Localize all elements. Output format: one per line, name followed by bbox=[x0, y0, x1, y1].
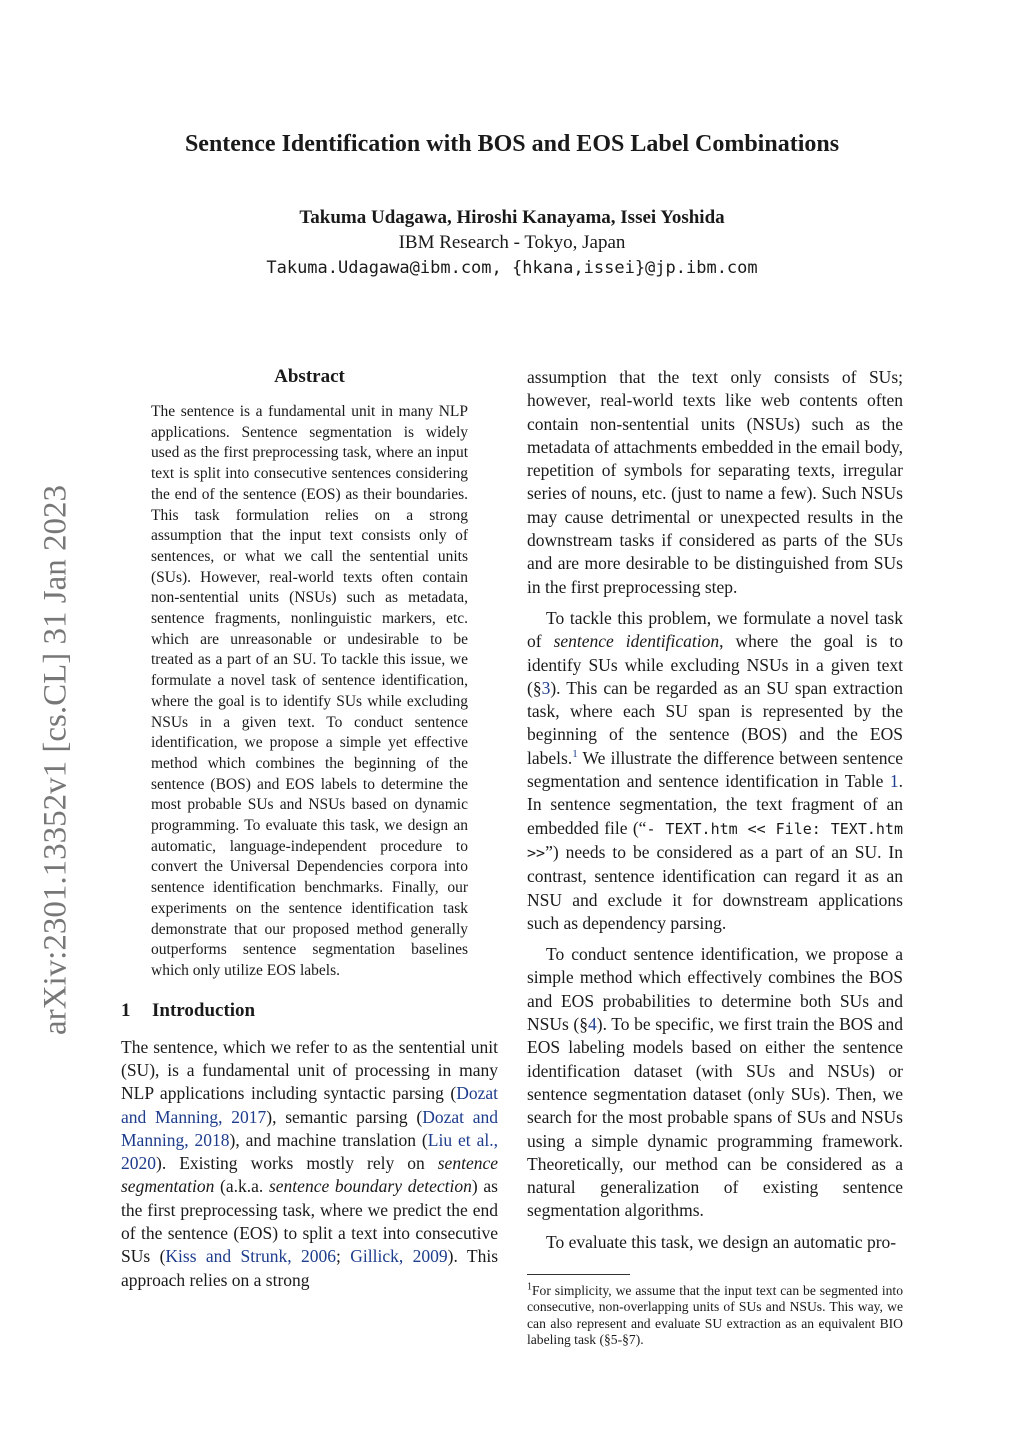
right-paragraph-3 bbox=[527, 943, 903, 1223]
text-run: ), semantic parsing ( bbox=[266, 1106, 423, 1127]
emphasis: sentence boundary detection bbox=[268, 1176, 472, 1197]
text-run: , where the goal is to identify SUs while excluding NSUs in a given text (§ bbox=[527, 631, 904, 698]
section-number: 1 bbox=[121, 999, 131, 1021]
footnote-1 bbox=[527, 1283, 903, 1349]
table-ref-link[interactable]: 1 bbox=[889, 771, 899, 792]
text-run: ). This can be regarded as an SU span extraction task, where each SU span is represented by the beginning of the sentence (BOS) and the EOS labels. bbox=[527, 677, 903, 768]
intro-paragraph-1 bbox=[121, 1036, 498, 1292]
footnote-text: For simplicity, we assume that the input text can be segmented into consecutive, non-overlapping units of SUs and NSUs. This way, we can also represent and evaluate SU extraction as an equivalent BIO labeling task (§5-§7). bbox=[527, 1282, 903, 1348]
arxiv-sidebar bbox=[36, 460, 76, 1060]
right-column bbox=[527, 366, 903, 1349]
text-run: . In sentence segmentation, the text fragment of an embedded file (“ bbox=[527, 771, 903, 838]
text-run: ). To be specific, we first train the BOS and EOS labeling models based on either the sentence identification dataset (with SUs and NSUs) or sentence segmentation dataset (only SUs). Then, we search for the most probable spans of SUs and NSUs using a simple dynamic programming framework. Theoretically, our method can be considered as a natural generalization of existing sentence segmentation algorithms. bbox=[527, 1014, 904, 1221]
arxiv-identifier: arXiv:2301.13352v1 [cs.CL] 31 Jan 2023 bbox=[37, 485, 74, 1035]
section-ref-link[interactable]: 3 bbox=[541, 677, 551, 698]
text-run: The sentence, which we refer to as the sentential unit (SU), is a fundamental unit of processing in many NLP applications including syntactic parsing ( bbox=[121, 1036, 498, 1104]
section-ref-link[interactable]: 4 bbox=[588, 1014, 597, 1035]
text-run: ). This approach relies on a strong bbox=[121, 1246, 499, 1290]
citation-link[interactable]: Gillick, 2009 bbox=[350, 1246, 448, 1267]
emphasis: sentence identification bbox=[553, 631, 720, 652]
abstract-heading: Abstract bbox=[274, 366, 345, 387]
emphasis: sentence segmentation bbox=[121, 1153, 498, 1197]
text-run: ; bbox=[336, 1246, 351, 1267]
footnote-divider bbox=[527, 1274, 630, 1275]
author-emails: Takuma.Udagawa@ibm.com, {hkana,issei}@jp.ibm.com bbox=[266, 258, 758, 278]
citation-link[interactable]: Dozat and Manning, 2017 bbox=[121, 1083, 498, 1127]
right-paragraph-1: assumption that the text only consists of SUs; however, real-world texts like web contents often contain non-sentential units (NSUs) such as the metadata of attachments embedded in the email body, repetition of symbols for separating texts, irregular series of nouns, etc. (just to name a few). Such NSUs may cause detrimental or unexpected results in the downstream tasks if considered as parts of the SUs and are more desirable to be distinguished from SUs in the first preprocessing step. bbox=[527, 367, 903, 597]
text-run: (a.k.a. bbox=[214, 1176, 269, 1197]
left-column bbox=[121, 366, 498, 1292]
footnote-mark: 1 bbox=[527, 1281, 532, 1293]
citation-link[interactable]: Kiss and Strunk, 2006 bbox=[165, 1246, 336, 1267]
author-list: Takuma Udagawa, Hiroshi Kanayama, Issei Yoshida bbox=[299, 207, 725, 228]
right-paragraph-4: To evaluate this task, we design an automatic pro- bbox=[546, 1231, 897, 1252]
footnote-ref-link[interactable]: 1 bbox=[572, 747, 578, 760]
abstract-text: The sentence is a fundamental unit in many NLP applications. Sentence segmentation is widely used as the first preprocessing task, where an input text is split into consecutive sentences considering the end of the sentence (EOS) as their boundaries. This task formulation relies on a strong assumption that the input text consists only of sentences, or what we call the sentential units (SUs). However, real-world texts often contain non-sentential units (NSUs) such as metadata, sentence fragments, nonlinguistic markers, etc. which are unreasonable or undesirable to be treated as a part of an SU. To tackle this issue, we formulate a novel task of sentence identification, where the goal is to identify SUs while excluding NSUs in a given text. To conduct sentence identification, we propose a simple yet effective method which combines the beginning of the sentence (BOS) and EOS labels to determine the most probable SUs and NSUs based on dynamic programming. To evaluate this task, we design an automatic, language-independent procedure to convert the Universal Dependencies corpora into sentence identification benchmarks. Finally, our experiments on the sentence identification task demonstrate that our proposed method generally outperforms sentence segmentation baselines which only utilize EOS labels. bbox=[151, 403, 468, 979]
text-run: ). Existing works mostly rely on bbox=[156, 1153, 438, 1174]
code-fragment: - TEXT.htm << File: TEXT.htm >> bbox=[527, 819, 903, 862]
text-run: ), and machine translation ( bbox=[229, 1129, 428, 1150]
citation-link[interactable]: Liu et al., 2020 bbox=[121, 1129, 498, 1174]
section-heading-introduction bbox=[121, 1000, 498, 1022]
section-title: Introduction bbox=[152, 999, 256, 1021]
right-paragraph-2 bbox=[527, 607, 903, 935]
paper-title: Sentence Identification with BOS and EOS Label Combinations bbox=[184, 131, 840, 157]
text-run: To tackle this problem, we formulate a novel task of bbox=[527, 607, 903, 652]
affiliation: IBM Research - Tokyo, Japan bbox=[398, 232, 626, 253]
text-run: ”) needs to be considered as a part of an SU. In contrast, sentence identification can regard it as an NSU and exclude it for downstream applications such as dependency parsing. bbox=[527, 841, 903, 933]
citation-link[interactable]: Dozat and Manning, 2018 bbox=[121, 1106, 498, 1150]
text-run: We illustrate the difference between sentence segmentation and sentence identification in Table bbox=[527, 747, 903, 792]
text-run: To conduct sentence identification, we propose a simple method which effectively combines the BOS and EOS probabilities to determine both SUs and NSUs (§ bbox=[527, 944, 903, 1035]
text-run: ) as the first preprocessing task, where we predict the end of the sentence (EOS) to split a text into consecutive SUs ( bbox=[121, 1176, 498, 1267]
